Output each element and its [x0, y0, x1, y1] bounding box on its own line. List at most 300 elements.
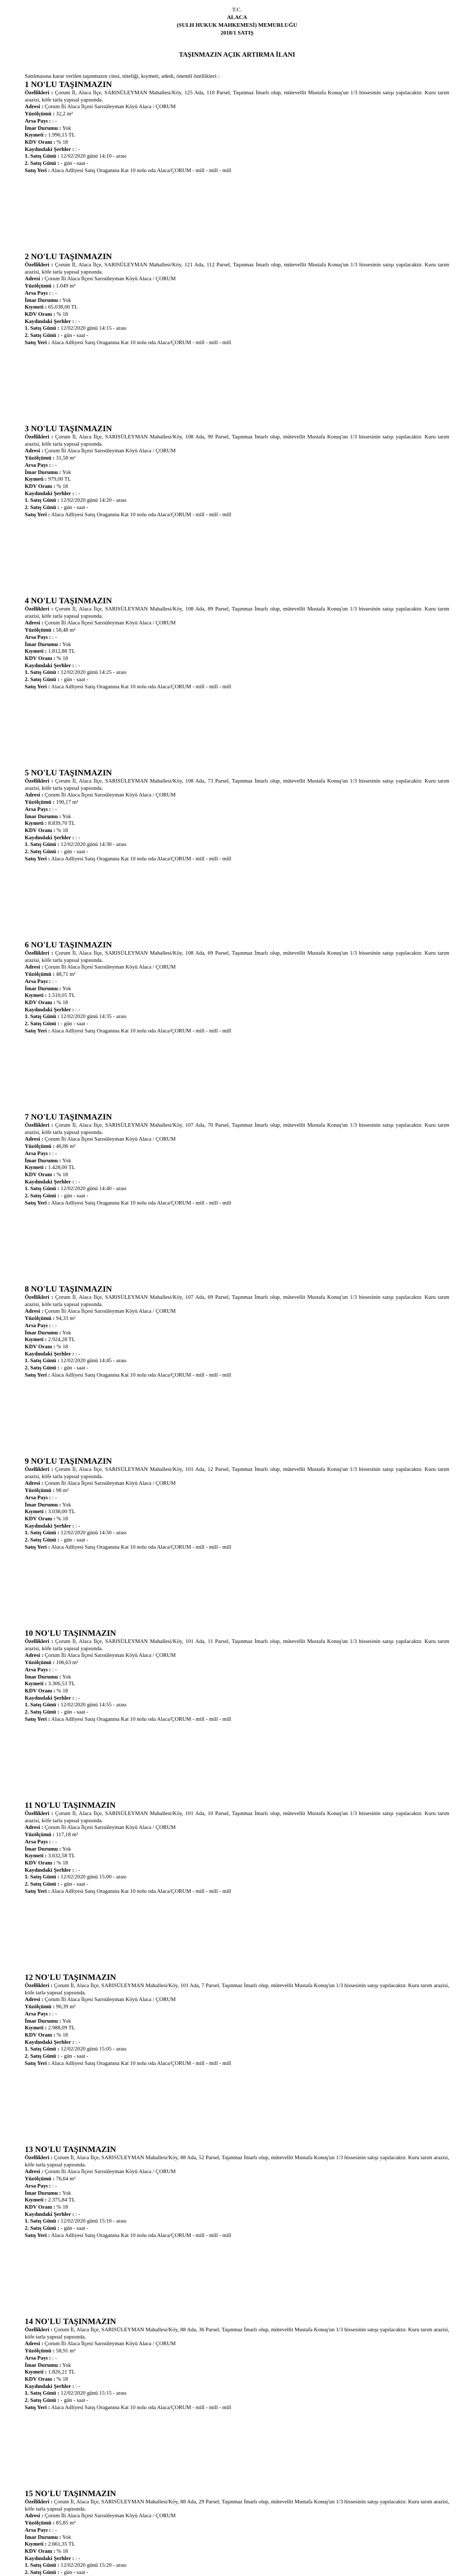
row-label: Kıymeti :: [25, 993, 47, 999]
property-row-imar-durumu: [25, 986, 449, 993]
row-value: % 18: [56, 311, 68, 317]
property-row-kiymeti: [25, 820, 449, 827]
row-label: Yüzölçümü :: [25, 1488, 55, 1494]
row-label: Özellikleri :: [25, 90, 53, 96]
property-row-satis-yeri: [25, 1716, 449, 1723]
row-label: 1. Satış Günü :: [25, 154, 60, 160]
row-value: % 18: [56, 2548, 68, 2554]
row-label: 1. Satış Günü :: [25, 2046, 60, 2053]
row-label: Özellikleri :: [25, 1811, 54, 1817]
row-label: 1. Satış Günü :: [25, 1014, 60, 1020]
row-label: Kıymeti :: [25, 1853, 47, 1859]
row-label: İmar Durumu :: [25, 986, 61, 992]
row-value: Çorum İli Alaca İlçesi Sarısüleyman Köyü Alaca / ÇORUM: [44, 1825, 176, 1831]
row-value: 1.049 m²: [56, 283, 76, 290]
property-row-kaydindaki: [25, 663, 449, 670]
row-value: Alaca Adliyesi Satış Oraganına Kat 10 nolu oda Alaca/ÇORUM - mill - mill - mill: [51, 2232, 231, 2239]
property-heading: 15 NO'LU TAŞINMAZIN: [25, 2489, 116, 2498]
property-heading: 7 NO'LU TAŞINMAZIN: [25, 1113, 112, 1122]
property-row-kiymeti: [25, 2369, 449, 2376]
property-item: [25, 941, 449, 1113]
row-value: 106,63 m²: [56, 1660, 78, 1666]
row-value: % 18: [56, 1172, 68, 1178]
property-row-satis-yeri: [25, 2232, 449, 2240]
row-label: Adresi :: [25, 448, 43, 454]
property-row-imar-durumu: [25, 2362, 449, 2369]
property-row-imar-durumu: [25, 1846, 449, 1853]
property-row-satis1: [25, 1358, 449, 1365]
property-row-arsa-payi: [25, 2527, 449, 2534]
row-value: Çorum İl, Alaca İlçe, SARISÜLEYMAN Mahallesi/Köy, 125 Ada, 110 Parsel, Taşınmaz İmarlı olup, mütevellit Mustafa Konuş'un 1/3 hissesinin satışı yapılacaktır. Kuru tarım arazisi, köfe tarla yapısal yapısında.: [25, 90, 449, 103]
row-label: İmar Durumu :: [25, 469, 61, 476]
row-label: KDV Oranı :: [25, 139, 56, 145]
row-label: 1. Satış Günü :: [25, 1530, 60, 1536]
row-value: : -: [75, 2211, 80, 2217]
row-label: Arsa Payı :: [25, 1495, 51, 1501]
property-row-imar-durumu: [25, 1674, 449, 1681]
property-row-satis-yeri: [25, 1200, 449, 1207]
row-label: İmar Durumu :: [25, 1674, 61, 1680]
property-row-satis1: [25, 325, 449, 332]
property-row-satis2: [25, 160, 449, 167]
property-heading: 5 NO'LU TAŞINMAZIN: [25, 769, 112, 777]
property-row-kaydindaki: [25, 2211, 449, 2218]
row-value: 1.510,05 TL: [48, 993, 75, 999]
row-label: KDV Oranı :: [25, 2204, 56, 2210]
row-value: % 18: [56, 1516, 68, 1522]
property-row-satis1: [25, 1530, 449, 1537]
row-value: 12/02/2020 günü 15:10 - arası: [60, 2218, 127, 2225]
row-value: Çorum İl, Alaca İlçe, SARISÜLEYMAN Mahallesi/Köy, 108 Ada, 73 Parsel, Taşınmaz İmarlı olup, mütevellit Mustafa Konuş'un 1/3 hissesinin satışı yapılacaktır. Kuru tarım arazisi, köfe tarla yapısal yapısında.: [25, 778, 449, 791]
property-row-ozellikleri: [25, 1122, 449, 1136]
property-row-adres: [25, 1136, 449, 1143]
property-row-arsa-payi: [25, 1495, 449, 1502]
property-row-satis-yeri: [25, 1028, 449, 1035]
row-value: : -: [52, 2527, 57, 2533]
row-value: 190,17 m²: [56, 800, 78, 806]
row-value: 46,06 m²: [56, 1144, 76, 1150]
row-value: Alaca Adliyesi Satış Oraganına Kat 10 nolu oda Alaca/ÇORUM - mill - mill - mill: [51, 856, 231, 862]
row-label: İmar Durumu :: [25, 2018, 61, 2024]
row-label: KDV Oranı :: [25, 999, 56, 1006]
row-label: Arsa Payı :: [25, 2183, 51, 2189]
row-label: KDV Oranı :: [25, 1344, 56, 1350]
row-value: : -: [75, 1007, 80, 1013]
row-label: Kaydındaki Şerhler :: [25, 835, 74, 841]
row-label: Adresi :: [25, 1653, 43, 1659]
property-row-imar-durumu: [25, 814, 449, 821]
property-row-arsa-payi: [25, 1323, 449, 1330]
property-row-adres: [25, 2513, 449, 2520]
row-value: : -: [75, 1351, 80, 1357]
header-line-city: ALACA: [227, 14, 247, 21]
header-line-court: (SULH HUKUK MAHKEMESİ) MEMURLUĞU: [177, 22, 297, 28]
property-row-yuzolcumu: [25, 1487, 449, 1495]
row-value: Çorum İli Alaca İlçesi Sarısüleyman Köyü Alaca / ÇORUM: [44, 1481, 176, 1487]
property-row-kiymeti: [25, 648, 449, 655]
row-label: Arsa Payı :: [25, 978, 51, 985]
row-value: Çorum İl, Alaca İlçe, SARISÜLEYMAN Mahallesi/Köy, 101 Ada, 7 Parsel, Taşınmaz İmarlı olup, mütevellit Mustafa Konuş'un 1/3 hissesinin satışı yapılacaktır. Kuru tarım arazisi, köfe tarla yapısal yapısında.: [25, 1983, 449, 1996]
row-label: Kaydındaki Şerhler :: [25, 663, 74, 669]
property-row-satis1: [25, 1874, 449, 1881]
row-value: 12/02/2020 günü 14:35 - arası: [60, 1014, 127, 1020]
row-label: 2. Satış Günü :: [25, 2226, 60, 2232]
property-item: [25, 2317, 449, 2489]
row-value: 3.632,58 TL: [48, 1853, 75, 1859]
row-label: İmar Durumu :: [25, 1158, 61, 1164]
row-label: Adresi :: [25, 2513, 43, 2519]
row-label: Arsa Payı :: [25, 1667, 51, 1673]
row-label: Yüzölçümü :: [25, 2004, 55, 2010]
property-row-adres: [25, 2341, 449, 2348]
property-row-adres: [25, 448, 449, 455]
property-item: [25, 80, 449, 252]
row-value: - gün - saat -: [60, 1537, 89, 1544]
property-row-satis2: [25, 849, 449, 856]
row-label: 2. Satış Günü :: [25, 505, 60, 511]
property-row-kiymeti: [25, 1681, 449, 1688]
row-label: Satış Yeri :: [25, 512, 50, 518]
property-row-yuzolcumu: [25, 971, 449, 978]
property-row-satis2: [25, 2397, 449, 2404]
property-row-kiymeti: [25, 2197, 449, 2204]
property-row-arsa-payi: [25, 1667, 449, 1674]
property-row-ozellikleri: [25, 2499, 449, 2513]
row-value: : -: [52, 806, 57, 812]
row-value: % 18: [56, 1344, 68, 1350]
property-row-kaydindaki: [25, 1179, 449, 1186]
row-label: Kaydındaki Şerhler :: [25, 1007, 74, 1013]
row-label: Kıymeti :: [25, 132, 47, 139]
property-row-satis1: [25, 669, 449, 676]
row-value: : -: [75, 2383, 80, 2389]
row-value: Alaca Adliyesi Satış Oraganına Kat 10 nolu oda Alaca/ÇORUM - mill - mill - mill: [51, 684, 231, 690]
property-item: [25, 1973, 449, 2145]
row-value: Çorum İl, Alaca İlçe, SARISÜLEYMAN Mahallesi/Köy, 107 Ada, 69 Parsel, Taşınmaz İmarlı olup, mütevellit Mustafa Konuş'un 1/3 hissesinin satışı yapılacaktır. Kuru tarım arazisi, köfe tarla yapısal yapısında.: [25, 1295, 449, 1308]
row-value: Yok: [62, 2362, 71, 2368]
row-label: Kaydındaki Şerhler :: [25, 1867, 74, 1873]
property-row-ozellikleri: [25, 262, 449, 276]
property-row-yuzolcumu: [25, 2176, 449, 2183]
property-row-kaydindaki: [25, 318, 449, 326]
row-label: KDV Oranı :: [25, 1688, 56, 1694]
property-row-yuzolcumu: [25, 283, 449, 290]
row-value: Çorum İl, Alaca İlçe, SARISÜLEYMAN Mahallesi/Köy, 101 Ada, 10 Parsel, Taşınmaz İmarlı olup, mütevellit Mustafa Konuş'un 1/3 hissesinin satışı yapılacaktır. Kuru tarım arazisi, köfe tarla yapısal yapısında.: [25, 1811, 449, 1824]
property-row-ozellikleri: [25, 90, 449, 104]
property-row-kaydindaki: [25, 2555, 449, 2563]
property-item: [25, 1629, 449, 1801]
property-heading: 6 NO'LU TAŞINMAZIN: [25, 941, 112, 950]
row-label: Adresi :: [25, 104, 43, 110]
row-label: 2. Satış Günü :: [25, 1365, 60, 1371]
property-item: [25, 769, 449, 941]
row-label: İmar Durumu :: [25, 2534, 61, 2540]
property-row-imar-durumu: [25, 2534, 449, 2541]
row-value: 2.661,35 TL: [48, 2541, 75, 2548]
row-value: 12/02/2020 günü 14:50 - arası: [60, 1530, 127, 1536]
row-value: % 18: [56, 1688, 68, 1694]
property-row-kdv: [25, 2032, 449, 2039]
row-value: 8.839,70 TL: [48, 821, 75, 827]
property-row-satis2: [25, 1193, 449, 1200]
row-value: : -: [75, 146, 80, 152]
row-value: % 18: [56, 2204, 68, 2210]
row-value: Çorum İl, Alaca İlçe, SARISÜLEYMAN Mahallesi/Köy, 101 Ada, 12 Parsel, Taşınmaz İmarlı olup, mütevellit Mustafa Konuş'un 1/3 hissesinin satışı yapılacaktır. Kuru tarım arazisi, köfe tarla yapısal yapısında.: [25, 1467, 449, 1480]
row-label: Arsa Payı :: [25, 462, 51, 468]
row-label: Satış Yeri :: [25, 1028, 50, 1034]
row-label: Yüzölçümü :: [25, 800, 55, 806]
property-row-satis2: [25, 676, 449, 684]
row-value: Çorum İli Alaca İlçesi Sarısüleyman Köyü Alaca / ÇORUM: [44, 448, 176, 454]
row-value: Alaca Adliyesi Satış Oraganına Kat 10 nolu oda Alaca/ÇORUM - mill - mill - mill: [51, 1716, 231, 1722]
row-label: KDV Oranı :: [25, 483, 56, 489]
row-value: 12/02/2020 günü 15:20 - arası: [60, 2563, 127, 2569]
row-value: - gün - saat -: [60, 333, 89, 339]
row-label: İmar Durumu :: [25, 125, 61, 131]
property-row-kaydindaki: [25, 2383, 449, 2391]
property-row-adres: [25, 276, 449, 283]
property-row-yuzolcumu: [25, 799, 449, 806]
row-label: Satış Yeri :: [25, 856, 50, 862]
intro-text: Satılmasına karar verilen taşınmazın cinsi, niteliği, kıymeti, adedi, önemli özellikleri :: [25, 73, 220, 79]
row-value: : -: [75, 318, 80, 325]
row-value: Yok: [62, 1846, 71, 1852]
property-row-kiymeti: [25, 1336, 449, 1344]
row-label: Kıymeti :: [25, 477, 47, 483]
property-row-yuzolcumu: [25, 1832, 449, 1839]
property-row-adres: [25, 2168, 449, 2176]
row-value: 117,18 m²: [56, 1832, 78, 1838]
property-row-kdv: [25, 1172, 449, 1179]
row-value: Çorum İli Alaca İlçesi Sarısüleyman Köyü Alaca / ÇORUM: [44, 1309, 176, 1315]
property-row-ozellikleri: [25, 778, 449, 792]
property-row-kiymeti: [25, 1853, 449, 1860]
row-label: İmar Durumu :: [25, 2362, 61, 2368]
row-value: : -: [52, 2183, 57, 2189]
row-label: KDV Oranı :: [25, 655, 56, 662]
row-label: Özellikleri :: [25, 434, 54, 440]
row-label: Yüzölçümü :: [25, 1316, 55, 1322]
property-row-satis1: [25, 153, 449, 160]
row-label: 2. Satış Günü :: [25, 1709, 60, 1716]
property-row-arsa-payi: [25, 1150, 449, 1158]
row-label: 2. Satış Günü :: [25, 1537, 60, 1544]
property-row-kdv: [25, 827, 449, 835]
property-row-kaydindaki: [25, 1351, 449, 1358]
row-label: Yüzölçümü :: [25, 1832, 55, 1838]
row-label: KDV Oranı :: [25, 1172, 56, 1178]
row-value: : -: [75, 1179, 80, 1185]
property-row-kaydindaki: [25, 1867, 449, 1874]
row-label: Kaydındaki Şerhler :: [25, 2383, 74, 2389]
row-label: Adresi :: [25, 1137, 43, 1143]
row-value: : -: [52, 1667, 57, 1673]
property-row-yuzolcumu: [25, 1315, 449, 1323]
row-value: - gün - saat -: [60, 1021, 89, 1027]
row-label: İmar Durumu :: [25, 2190, 61, 2196]
property-row-ozellikleri: [25, 2155, 449, 2168]
row-value: % 18: [56, 655, 68, 662]
row-label: Kıymeti :: [25, 2197, 47, 2204]
property-heading: 11 NO'LU TAŞINMAZIN: [25, 1801, 116, 1810]
property-row-kiymeti: [25, 992, 449, 999]
row-value: 76,64 m²: [56, 2176, 76, 2182]
row-label: Özellikleri :: [25, 1983, 53, 1989]
row-label: Arsa Payı :: [25, 806, 51, 812]
property-row-satis2: [25, 1709, 449, 1716]
row-label: Özellikleri :: [25, 1467, 54, 1472]
row-label: Arsa Payı :: [25, 2355, 51, 2361]
row-label: Kıymeti :: [25, 2541, 47, 2548]
property-item: [25, 1457, 449, 1629]
property-heading: 12 NO'LU TAŞINMAZIN: [25, 1973, 116, 1982]
property-heading: 1 NO'LU TAŞINMAZIN: [25, 80, 112, 89]
row-label: Yüzölçümü :: [25, 628, 55, 634]
row-label: Arsa Payı :: [25, 1839, 51, 1845]
row-label: Adresi :: [25, 1825, 43, 1831]
row-label: Yüzölçümü :: [25, 972, 55, 978]
row-label: 1. Satış Günü :: [25, 326, 60, 332]
row-value: 1.428,00 TL: [48, 1165, 75, 1171]
property-row-satis-yeri: [25, 1888, 449, 1895]
row-label: Arsa Payı :: [25, 118, 51, 124]
row-label: Adresi :: [25, 2169, 43, 2175]
header-line-tc: T.C.: [232, 7, 242, 13]
property-row-imar-durumu: [25, 641, 449, 649]
property-row-imar-durumu: [25, 1330, 449, 1337]
property-row-arsa-payi: [25, 1839, 449, 1846]
property-row-imar-durumu: [25, 1502, 449, 1509]
row-value: - gün - saat -: [60, 2398, 89, 2404]
row-label: 2. Satış Günü :: [25, 333, 60, 339]
property-row-ozellikleri: [25, 434, 449, 448]
row-label: Özellikleri :: [25, 951, 54, 956]
property-row-adres: [25, 1996, 449, 2004]
row-value: Alaca Adliyesi Satış Oraganına Kat 10 nolu oda Alaca/ÇORUM - mill - mill - mill: [51, 340, 231, 346]
property-heading: 9 NO'LU TAŞINMAZIN: [25, 1457, 112, 1466]
row-value: - gün - saat -: [60, 2226, 89, 2232]
row-value: Çorum İli Alaca İlçesi Sarısüleyman Köyü Alaca / ÇORUM: [44, 964, 176, 971]
row-label: İmar Durumu :: [25, 1846, 61, 1852]
row-label: Arsa Payı :: [25, 290, 51, 296]
property-row-arsa-payi: [25, 806, 449, 814]
property-row-adres: [25, 1824, 449, 1832]
row-label: 2. Satış Günü :: [25, 161, 60, 167]
property-heading: 8 NO'LU TAŞINMAZIN: [25, 1285, 112, 1294]
row-label: KDV Oranı :: [25, 827, 56, 834]
row-value: Çorum İli Alaca İlçesi Sarısüleyman Köyü Alaca / ÇORUM: [44, 2341, 176, 2347]
row-label: Kaydındaki Şerhler :: [25, 1179, 74, 1185]
property-row-kdv: [25, 999, 449, 1007]
property-row-kdv: [25, 139, 449, 146]
row-value: Alaca Adliyesi Satış Oraganına Kat 10 nolu oda Alaca/ÇORUM - mill - mill - mill: [51, 1372, 231, 1378]
property-row-yuzolcumu: [25, 111, 449, 118]
row-label: Kıymeti :: [25, 649, 47, 655]
row-value: Çorum İli Alaca İlçesi Sarısüleyman Köyü Alaca / ÇORUM: [44, 792, 176, 799]
row-value: 58,48 m²: [56, 628, 76, 634]
row-value: 31,58 m²: [56, 455, 76, 462]
property-heading: 10 NO'LU TAŞINMAZIN: [25, 1629, 116, 1638]
row-label: İmar Durumu :: [25, 814, 61, 820]
property-row-kiymeti: [25, 1164, 449, 1172]
row-value: 48,71 m²: [56, 972, 76, 978]
row-value: Çorum İl, Alaca İlçe, SARISÜLEYMAN Mahallesi/Köy, 108 Ada, 89 Parsel, Taşınmaz İmarlı olup, mütevellit Mustafa Konuş'un 1/3 hissesinin satışı yapılacaktır. Kuru tarım arazisi, köfe tarla yapısal yapısında.: [25, 606, 449, 619]
row-value: - gün - saat -: [60, 1365, 89, 1371]
row-value: : -: [52, 462, 57, 468]
property-row-kdv: [25, 2204, 449, 2211]
row-value: 1.812,88 TL: [48, 649, 75, 655]
row-label: Kaydındaki Şerhler :: [25, 1695, 74, 1701]
row-value: 12/02/2020 günü 14:25 - arası: [60, 670, 127, 676]
row-value: : -: [52, 1323, 57, 1329]
property-row-kiymeti: [25, 132, 449, 139]
row-value: Alaca Adliyesi Satış Oraganına Kat 10 nolu oda Alaca/ÇORUM - mill - mill - mill: [51, 2060, 231, 2066]
property-heading: 3 NO'LU TAŞINMAZIN: [25, 425, 112, 433]
row-label: Kaydındaki Şerhler :: [25, 1523, 74, 1529]
property-row-ozellikleri: [25, 1982, 449, 1996]
property-row-kdv: [25, 1516, 449, 1523]
row-value: : -: [52, 118, 57, 124]
row-label: KDV Oranı :: [25, 311, 56, 317]
property-item: [25, 425, 449, 597]
property-row-kaydindaki: [25, 1695, 449, 1702]
row-value: Çorum İli Alaca İlçesi Sarısüleyman Köyü Alaca / ÇORUM: [44, 276, 176, 282]
row-label: Arsa Payı :: [25, 1150, 51, 1157]
property-row-satis1: [25, 1702, 449, 1709]
row-value: : -: [52, 1839, 57, 1845]
property-row-satis2: [25, 1365, 449, 1372]
row-value: 12/02/2020 günü 15:15 - arası: [60, 2391, 127, 2397]
row-label: Arsa Payı :: [25, 2527, 51, 2533]
row-label: Satış Yeri :: [25, 340, 50, 346]
property-row-kaydindaki: [25, 835, 449, 842]
row-label: 2. Satış Günü :: [25, 2398, 60, 2404]
property-row-kiymeti: [25, 1509, 449, 1516]
row-label: Kıymeti :: [25, 2369, 47, 2376]
property-row-satis1: [25, 1013, 449, 1021]
row-value: 85,85 m²: [56, 2520, 76, 2527]
row-label: Adresi :: [25, 620, 43, 626]
row-value: Alaca Adliyesi Satış Oraganına Kat 10 nolu oda Alaca/ÇORUM - mill - mill - mill: [51, 1888, 231, 1894]
row-label: Kaydındaki Şerhler :: [25, 2211, 74, 2217]
row-value: - gün - saat -: [60, 849, 89, 855]
row-label: Adresi :: [25, 1309, 43, 1315]
property-row-kaydindaki: [25, 1007, 449, 1014]
property-row-satis-yeri: [25, 2060, 449, 2067]
row-value: - gün - saat -: [60, 505, 89, 511]
property-row-satis2: [25, 504, 449, 512]
property-row-kdv: [25, 311, 449, 318]
row-value: Çorum İl, Alaca İlçe, SARISÜLEYMAN Mahallesi/Köy, 88 Ada, 29 Parsel, Taşınmaz İmarlı olup, mütevellit Mustafa Konuş'un 1/3 hissesinin satışı yapılacaktır. Kuru tarım arazisi, köfe tarla yapısal yapısında.: [25, 2499, 449, 2512]
row-label: Özellikleri :: [25, 778, 54, 784]
document-header: [25, 6, 449, 37]
property-row-kiymeti: [25, 2025, 449, 2032]
row-label: Satış Yeri :: [25, 1716, 50, 1722]
property-row-yuzolcumu: [25, 2004, 449, 2011]
row-label: 2. Satış Günü :: [25, 1882, 60, 1888]
property-row-imar-durumu: [25, 2018, 449, 2025]
row-value: Yok: [62, 641, 71, 648]
row-value: 2.988,09 TL: [48, 2025, 75, 2031]
row-value: : -: [75, 490, 80, 497]
property-row-satis2: [25, 2225, 449, 2232]
row-value: : -: [52, 1495, 57, 1501]
row-value: 2.924,28 TL: [48, 1337, 75, 1343]
property-row-satis2: [25, 1537, 449, 1544]
row-value: 98 m²: [56, 1488, 69, 1494]
row-value: 1.826,21 TL: [48, 2369, 75, 2376]
row-label: Yüzölçümü :: [25, 2348, 55, 2354]
